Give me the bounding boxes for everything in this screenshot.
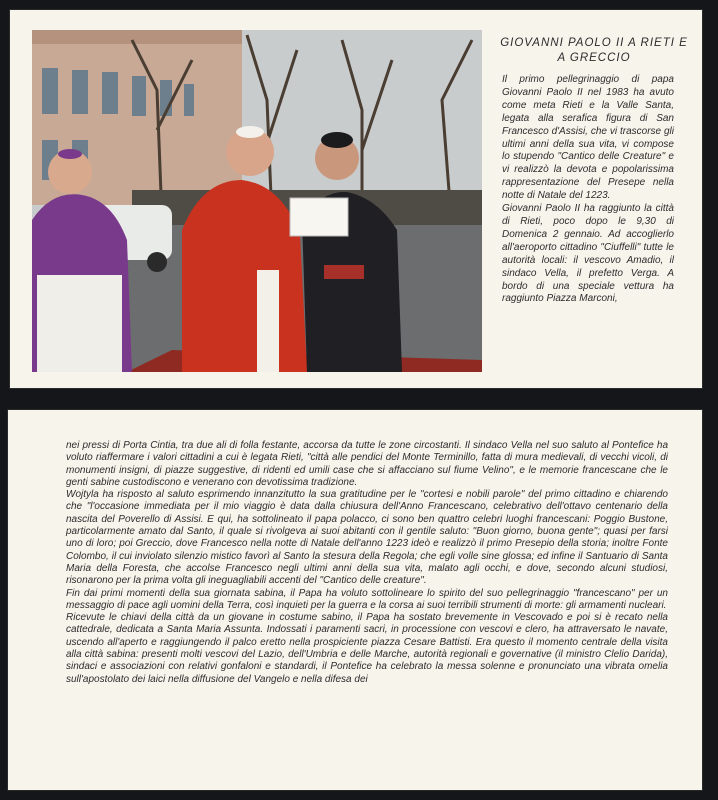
photo-illustration: [32, 30, 482, 372]
bottom-card: [8, 410, 702, 790]
top-card: [10, 10, 702, 388]
body-text: [66, 440, 668, 686]
photo-pope-visit: [32, 30, 482, 372]
intro-column: [502, 74, 674, 306]
body-paragraph-1: nei pressi di Porta Cintia, tra due ali di folla festante, accorsa da tutte le zone circostanti. Il sindaco Vella nel suo saluto al Pontefice ha voluto riaffermare i valori cittadini a cui è legata Rieti, "città alle pendici del Monte Terminillo, fatta di mura medievali, di vecchi vicoli, di monumenti insigni, di piazze suggestive, di ridenti ed umili case che si affacciano sul fiume Velino", e le memorie francescane che le genti sabine custodiscono e venerano con devotissima tradizione.: [66, 440, 668, 488]
body-paragraph-3: Fin dai primi momenti della sua giornata sabina, il Papa ha voluto sottolineare lo spirito del suo pellegrinaggio "francescano" per un messaggio di pace agli uomini della Terra, così inquieti per la guerra e la corsa ai suoi terribili strumenti di morte: gli armamenti nucleari.: [66, 587, 668, 611]
intro-paragraph-2: Giovanni Paolo II ha raggiunto la città di Rieti, poco dopo le 9,30 di Domenica 2 gennaio. Ad accoglierlo all'aeroporto cittadino "Ciuffelli" tutte le autorità locali: il vescovo Amadio, il sindaco Vella, il prefetto Verga. A bordo di una speciale vettura ha raggiunto Piazza Marconi,: [502, 203, 674, 305]
article-title: GIOVANNI PAOLO II A RIETI E A GRECCIO: [500, 37, 688, 64]
body-paragraph-2: Wojtyla ha risposto al saluto esprimendo innanzitutto la sua gratitudine per le "cortesi e nobili parole" del primo cittadino e chiarendo che "l'occasione immediata per il mio viaggio è data dalla chiusura dell'Anno Francescano, celebrativo dell'ottavo centenario della nascita del Poverello di Assisi. E qui, ha sottolineato il papa polacco, ci sono ben quattro celebri luoghi francescani: Poggio Bustone, particolarmente amato dal Santo, il quale si rivolgeva ai suoi abitanti con il gentile saluto: "Buon giorno, buona gente"; quasi per farsi uno di loro; poi Greccio, dove Francesco nella notte di Natale dell'anno 1223 ideò e realizzò il primo Presepio della storia; inoltre Fonte Colombo, il cui inviolato silenzio mistico favorì al Santo la stesura della Regola; che egli volle sine glossa; ed infine il Santuario di Santa Maria della Foresta, che accolse Francesco negli ultimi anni della sua vita, malato agli occhi, e dove, secondo alcuni studiosi, risonarono per la prima volta gli ineguagliabili accenti del "Cantico delle creature".: [66, 489, 668, 587]
body-paragraph-4: Ricevute le chiavi della città da un giovane in costume sabino, il Papa ha sostato brevemente in Vescovado e poi si è recato nella cattedrale, dedicata a Santa Maria Assunta. Indossati i paramenti sacri, in processione con vescovi e clero, ha attraversato le navate, uscendo all'aperto e raggiungendo il palco eretto nella prospiciente piazza Cesare Battisti. Era questo il momento centrale della visita alla città sabina: presenti molti vescovi del Lazio, dell'Umbria e delle Marche, autorità regionali e governative (il ministro Clelio Darida), sindaci e associazioni con relativi gonfaloni e standardi, il Pontefice ha celebrato la messa solenne e pronunciato una vibrata omelia sull'apostolato dei laici nella diffusione del Vangelo e nella difesa dei: [66, 612, 668, 685]
intro-paragraph-1: Il primo pellegrinaggio di papa Giovanni Paolo II nel 1983 ha avuto come meta Rieti e la Valle Santa, legata alla serafica figura di San Francesco d'Assisi, che vi trascorse gli ultimi anni della sua vita, vi compose lo stupendo "Cantico delle Creature" e vi realizzò la devota e popolarissima rappresentazione del Presepe nella notte di Natale del 1223.: [502, 74, 674, 202]
